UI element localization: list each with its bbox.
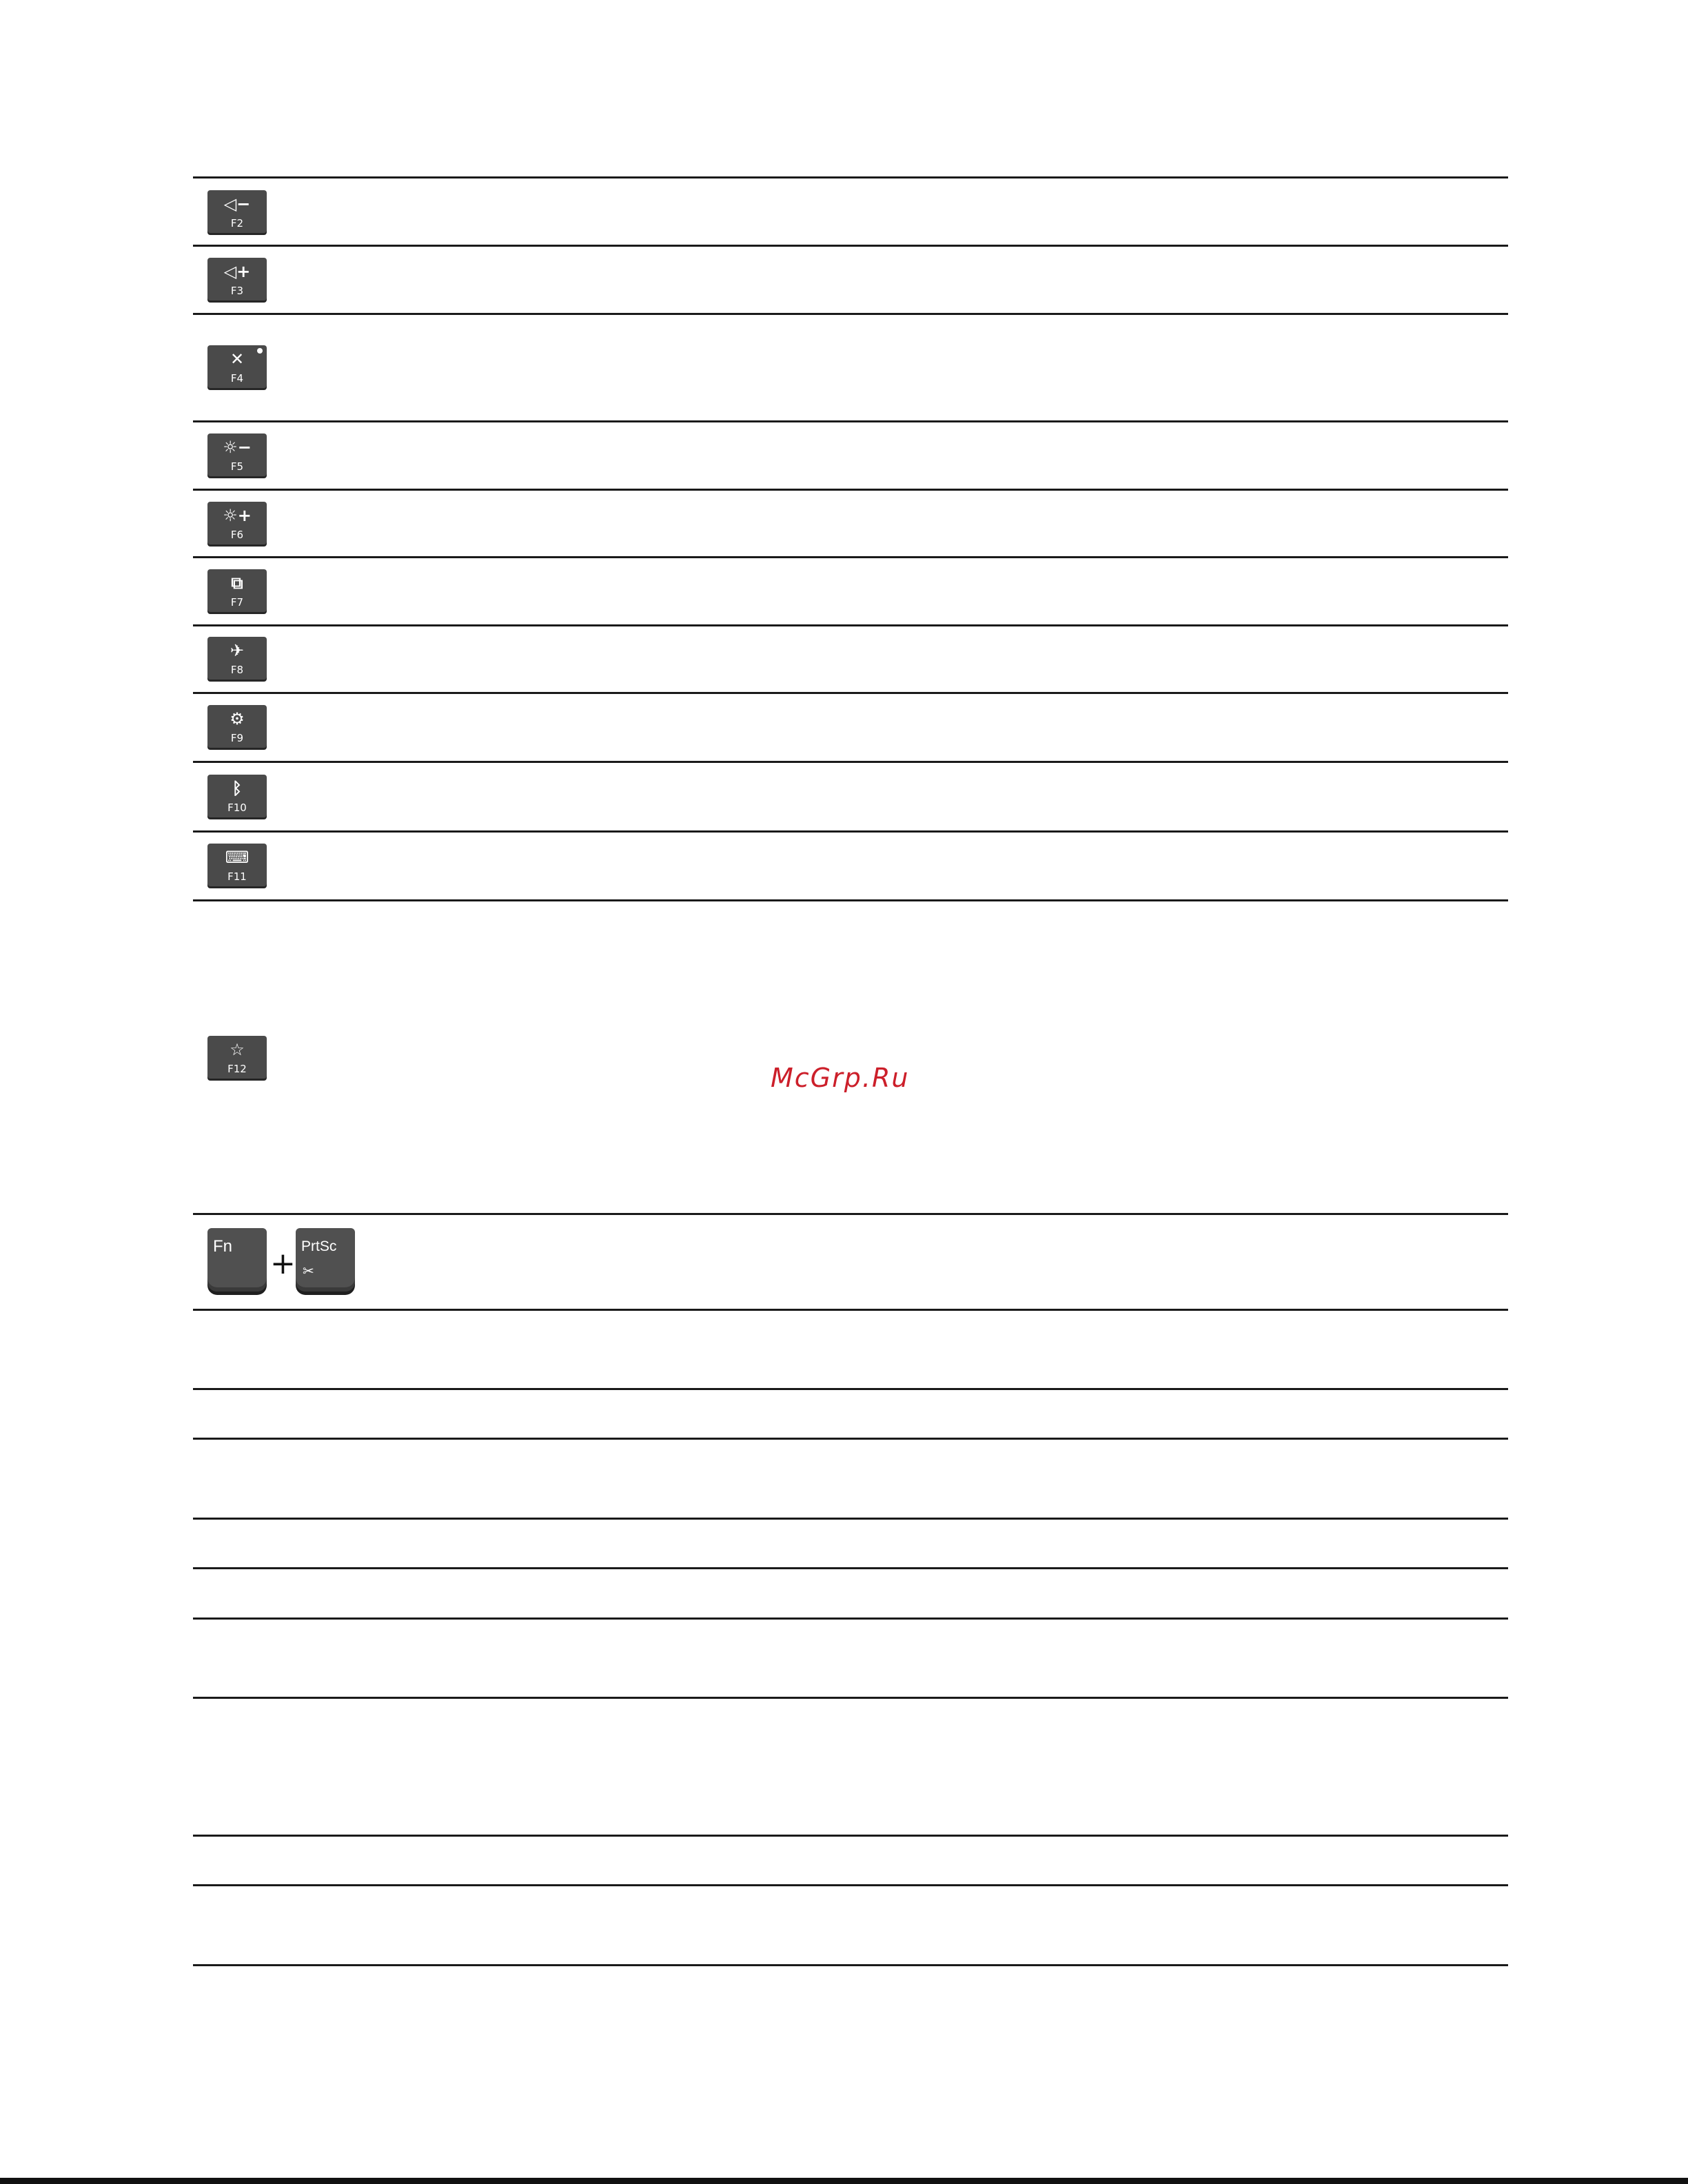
f7-key <box>207 569 267 612</box>
f10-key <box>207 775 267 817</box>
settings-icon: ⚙ <box>230 709 245 728</box>
key-label: F5 <box>230 460 244 473</box>
table-rule <box>193 1309 1508 1311</box>
f5-key <box>207 433 267 476</box>
key-label: F11 <box>227 870 247 883</box>
fn-key <box>207 1228 267 1292</box>
star-icon: ☆ <box>230 1040 245 1059</box>
key-label: F8 <box>230 664 244 676</box>
table-rule <box>193 1964 1508 1966</box>
table-rule <box>193 1388 1508 1390</box>
page-edge <box>0 2178 1688 2184</box>
table-rule <box>193 489 1508 491</box>
volume-up-icon: ◁+ <box>223 262 251 281</box>
airplane-mode-icon: ✈ <box>230 641 245 660</box>
prtsc-key <box>296 1228 355 1292</box>
table-rule <box>193 420 1508 422</box>
keyboard-settings-icon: ⌨ <box>225 848 250 867</box>
table-rule <box>193 176 1508 178</box>
snipping-tool-icon: ✂ <box>303 1264 314 1279</box>
table-rule <box>193 245 1508 247</box>
brightness-down-icon: ☼− <box>223 438 252 457</box>
table-rule <box>193 1518 1508 1520</box>
brightness-up-icon: ☼+ <box>223 506 252 525</box>
table-rule <box>193 1567 1508 1569</box>
table-rule <box>193 1617 1508 1620</box>
key-label: F10 <box>227 802 247 814</box>
display-switch-icon: ⧉ <box>231 573 243 593</box>
table-rule <box>193 692 1508 694</box>
table-rule <box>193 1884 1508 1886</box>
table-rule <box>193 1213 1508 1215</box>
table-rule <box>193 1438 1508 1440</box>
f12-key <box>207 1036 267 1079</box>
table-rule <box>193 830 1508 833</box>
f11-key <box>207 844 267 886</box>
f3-key <box>207 258 267 300</box>
watermark: McGrp.Ru <box>771 1063 910 1093</box>
f4-key <box>207 345 267 388</box>
key-label: F7 <box>230 596 244 609</box>
f9-key <box>207 705 267 748</box>
volume-down-icon: ◁− <box>223 194 251 214</box>
key-label: F12 <box>227 1063 247 1075</box>
table-rule <box>193 761 1508 763</box>
bluetooth-icon: ᛒ <box>232 779 243 798</box>
table-rule <box>193 556 1508 558</box>
table-rule <box>193 1697 1508 1699</box>
plus-sign: + <box>270 1246 296 1281</box>
fn-key-label: Fn <box>213 1237 233 1256</box>
microphone-mute-icon: ✕ <box>230 349 245 369</box>
table-rule <box>193 624 1508 626</box>
key-label: F3 <box>230 285 244 297</box>
table-rule <box>193 1835 1508 1837</box>
table-rule <box>193 313 1508 315</box>
prtsc-key-label: PrtSc <box>301 1238 337 1254</box>
key-label: F4 <box>230 372 244 385</box>
f8-key <box>207 637 267 680</box>
key-label: F6 <box>230 529 244 541</box>
f2-key <box>207 190 267 233</box>
key-label: F9 <box>230 732 244 744</box>
key-label: F2 <box>230 217 244 229</box>
table-rule <box>193 899 1508 901</box>
f6-key <box>207 502 267 544</box>
